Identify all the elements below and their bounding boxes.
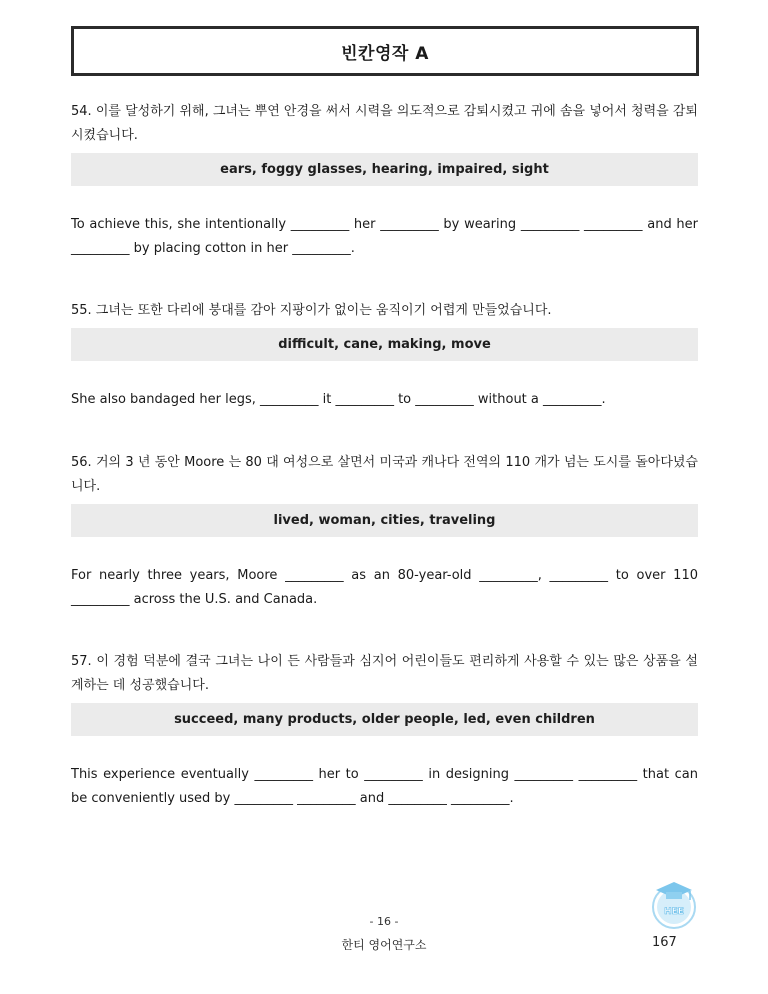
question-korean-text: 54. 이를 달성하기 위해, 그녀는 뿌연 안경을 써서 시력을 의도적으로 감퇴시켰고 귀에 솜을 넣어서 청력을 감퇴시켰습니다.: [71, 104, 698, 143]
word-hint-text: succeed, many products, older people, led, even children: [174, 712, 595, 727]
word-hint-box: [71, 703, 698, 736]
word-hint-text: difficult, cane, making, move: [278, 337, 491, 352]
word-hint-text: lived, woman, cities, traveling: [273, 513, 496, 528]
question-56: [71, 451, 698, 612]
page-number: 167: [652, 935, 677, 950]
question-korean-text: 56. 거의 3 년 동안 Moore 는 80 대 여성으로 살면서 미국과 캐나다 전역의 110 개가 넘는 도시를 돌아다녔습니다.: [71, 455, 698, 494]
word-hint-box: [71, 153, 698, 186]
svg-text:HEE: HEE: [664, 907, 684, 917]
question-english-text: This experience eventually _________ her to _________ in designing _________ _________ that can be conveniently used by _________ _________ and _________ _________.: [71, 767, 698, 806]
question-54: [71, 100, 698, 261]
question-english-text: For nearly three years, Moore _________ as an 80-year-old _________, _________ to over 110 _________ across the U.S. and Canada.: [71, 568, 698, 607]
question-korean-text: 57. 이 경험 덕분에 결국 그녀는 나이 든 사람들과 심지어 어린이들도 편리하게 사용할 수 있는 많은 상품을 설계하는 데 성공했습니다.: [71, 654, 698, 693]
worksheet-title-text: 빈칸영작 A: [341, 43, 429, 64]
word-hint-box: [71, 328, 698, 361]
footer-organization: 한티 영어연구소: [341, 938, 427, 952]
question-english-text: To achieve this, she intentionally _________ her _________ by wearing _________ _________ and her _________ by placing cotton in her _________.: [71, 217, 698, 256]
question-55: [71, 299, 698, 412]
question-57: [71, 650, 698, 811]
word-hint-text: ears, foggy glasses, hearing, impaired, sight: [220, 162, 549, 177]
question-korean-text: 55. 그녀는 또한 다리에 붕대를 감아 지팡이가 없이는 움직이기 어렵게 만들었습니다.: [71, 303, 552, 318]
hee-logo-icon: [648, 878, 700, 930]
page-marker: - 16 -: [369, 915, 399, 928]
worksheet-title: [71, 26, 699, 76]
question-english-text: She also bandaged her legs, _________ it _________ to _________ without a _________.: [71, 392, 606, 407]
word-hint-box: [71, 504, 698, 537]
